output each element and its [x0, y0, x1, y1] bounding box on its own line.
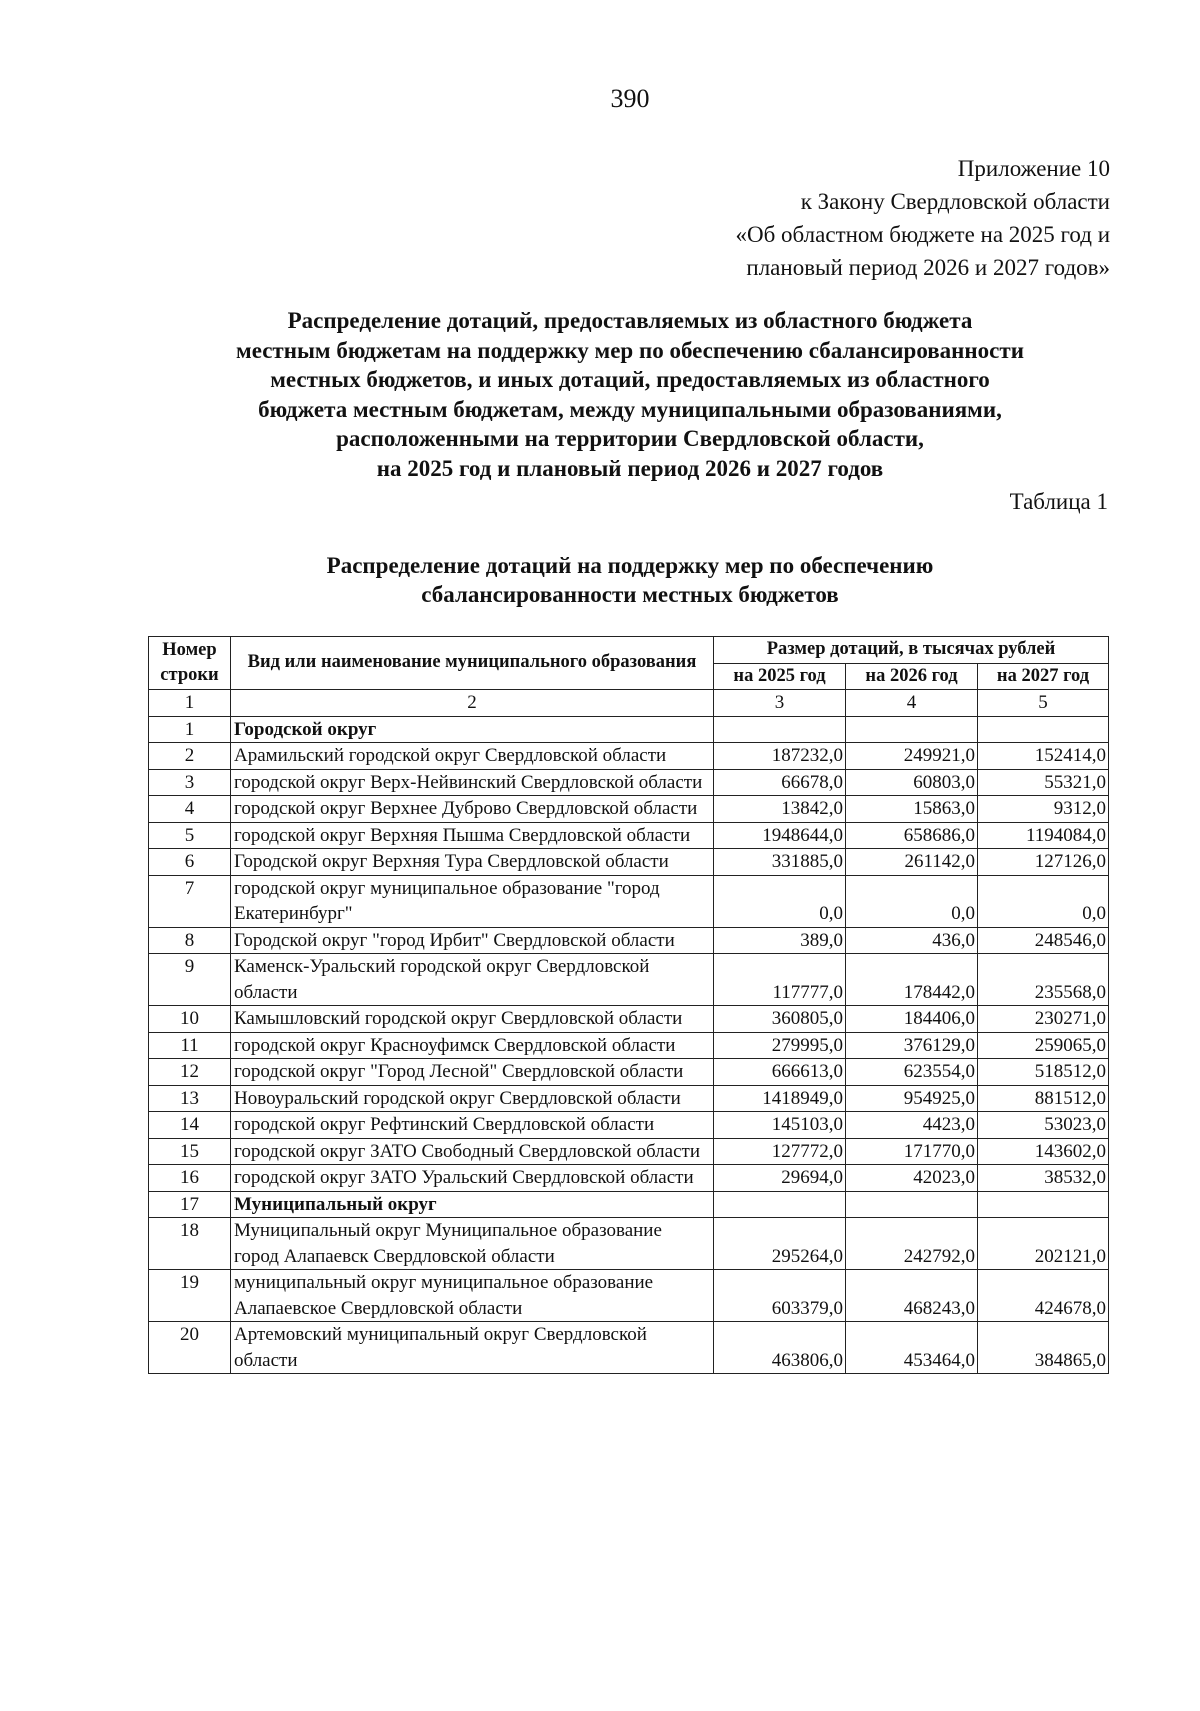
amount-2026: 249921,0: [846, 743, 978, 770]
amount-2025: 187232,0: [714, 743, 846, 770]
row-number: 10: [149, 1006, 231, 1033]
amount-2026: [846, 1191, 978, 1218]
table-row: [149, 1085, 1109, 1112]
municipality-name: городской округ Верхнее Дуброво Свердловской области: [231, 796, 714, 823]
amount-2027: 248546,0: [978, 927, 1109, 954]
row-number: 19: [149, 1270, 231, 1322]
table-row: [149, 1322, 1109, 1374]
title-line: бюджета местным бюджетам, между муниципальными образованиями,: [258, 396, 1002, 422]
column-number: 2: [231, 690, 714, 717]
amount-2025: 463806,0: [714, 1322, 846, 1374]
row-number: 6: [149, 849, 231, 876]
header-row-number: Номер строки: [149, 637, 231, 690]
row-number: 13: [149, 1085, 231, 1112]
amount-2026: 171770,0: [846, 1138, 978, 1165]
amount-2026: 0,0: [846, 875, 978, 927]
amount-2027: [978, 716, 1109, 743]
row-number: 4: [149, 796, 231, 823]
municipality-name: городской округ Верхняя Пышма Свердловской области: [231, 822, 714, 849]
municipality-name: Новоуральский городской округ Свердловской области: [231, 1085, 714, 1112]
header-name: Вид или наименование муниципального образования: [231, 637, 714, 690]
municipality-name: городской округ Рефтинский Свердловской области: [231, 1112, 714, 1139]
amount-2025: 295264,0: [714, 1218, 846, 1270]
municipality-name: муниципальный округ муниципальное образование Алапаевское Свердловской области: [231, 1270, 714, 1322]
amount-2026: 42023,0: [846, 1165, 978, 1192]
amount-2027: 127126,0: [978, 849, 1109, 876]
row-number: 5: [149, 822, 231, 849]
table-row: [149, 1218, 1109, 1270]
amount-2027: 1194084,0: [978, 822, 1109, 849]
amount-2027: 55321,0: [978, 769, 1109, 796]
row-number: 1: [149, 716, 231, 743]
amount-2025: [714, 716, 846, 743]
table-title-line: Распределение дотаций на поддержку мер по обеспечению: [326, 553, 934, 578]
table-body: [149, 716, 1109, 1374]
amount-2026: 4423,0: [846, 1112, 978, 1139]
amount-2026: 60803,0: [846, 769, 978, 796]
appendix-reference: [735, 152, 1110, 284]
row-number: 8: [149, 927, 231, 954]
document-title: [150, 306, 1110, 483]
municipality-name: Городской округ "город Ирбит" Свердловской области: [231, 927, 714, 954]
amount-2027: 202121,0: [978, 1218, 1109, 1270]
amount-2027: 384865,0: [978, 1322, 1109, 1374]
municipality-name: Городской округ Верхняя Тура Свердловской области: [231, 849, 714, 876]
table-row: [149, 769, 1109, 796]
table-row: [149, 1112, 1109, 1139]
column-number: 3: [714, 690, 846, 717]
municipality-name: городской округ ЗАТО Уральский Свердловской области: [231, 1165, 714, 1192]
table-row: [149, 743, 1109, 770]
amount-2027: [978, 1191, 1109, 1218]
amount-2026: 623554,0: [846, 1059, 978, 1086]
row-number: 15: [149, 1138, 231, 1165]
row-number: 16: [149, 1165, 231, 1192]
row-number: 2: [149, 743, 231, 770]
appendix-line: Приложение 10: [957, 156, 1110, 181]
table-row: [149, 954, 1109, 1006]
amount-2026: 658686,0: [846, 822, 978, 849]
row-number: 18: [149, 1218, 231, 1270]
municipality-name: городской округ муниципальное образование "город Екатеринбург": [231, 875, 714, 927]
amount-2026: 453464,0: [846, 1322, 978, 1374]
municipality-name: Арамильский городской округ Свердловской области: [231, 743, 714, 770]
table-row: [149, 822, 1109, 849]
table-row: [149, 927, 1109, 954]
amount-2027: 230271,0: [978, 1006, 1109, 1033]
table-row: [149, 849, 1109, 876]
row-number: 3: [149, 769, 231, 796]
table-row: [149, 1270, 1109, 1322]
table-row: [149, 1138, 1109, 1165]
amount-2027: 0,0: [978, 875, 1109, 927]
municipality-name: городской округ "Город Лесной" Свердловской области: [231, 1059, 714, 1086]
amount-2027: 53023,0: [978, 1112, 1109, 1139]
amount-2025: 1948644,0: [714, 822, 846, 849]
page-number: 390: [610, 84, 650, 113]
row-number: 11: [149, 1032, 231, 1059]
amount-2027: 38532,0: [978, 1165, 1109, 1192]
table-row: [149, 1032, 1109, 1059]
amount-2025: 117777,0: [714, 954, 846, 1006]
header-amount-group: Размер дотаций, в тысячах рублей: [714, 637, 1109, 664]
amount-2026: [846, 716, 978, 743]
amount-2026: 261142,0: [846, 849, 978, 876]
table-section-row: [149, 716, 1109, 743]
amount-2025: 666613,0: [714, 1059, 846, 1086]
title-line: местных бюджетов, и иных дотаций, предоставляемых из областного: [270, 367, 990, 392]
amount-2025: [714, 1191, 846, 1218]
title-line: Распределение дотаций, предоставляемых из областного бюджета: [287, 308, 973, 333]
municipality-name: Камышловский городской округ Свердловской области: [231, 1006, 714, 1033]
amount-2025: 127772,0: [714, 1138, 846, 1165]
table-section-row: [149, 1191, 1109, 1218]
title-line: местным бюджетам на поддержку мер по обеспечению сбалансированности: [236, 337, 1024, 363]
amount-2027: 881512,0: [978, 1085, 1109, 1112]
amount-2025: 13842,0: [714, 796, 846, 823]
amount-2027: 235568,0: [978, 954, 1109, 1006]
table-row: [149, 796, 1109, 823]
subsidies-table: [148, 636, 1109, 1374]
table-title-line: сбалансированности местных бюджетов: [421, 582, 839, 607]
amount-2025: 331885,0: [714, 849, 846, 876]
title-line: на 2025 год и плановый период 2026 и 2027 годов: [376, 455, 884, 481]
column-number: 1: [149, 690, 231, 717]
amount-2025: 360805,0: [714, 1006, 846, 1033]
amount-2027: 143602,0: [978, 1138, 1109, 1165]
municipality-name: городской округ ЗАТО Свободный Свердловской области: [231, 1138, 714, 1165]
amount-2025: 29694,0: [714, 1165, 846, 1192]
column-number: 4: [846, 690, 978, 717]
municipality-name: Городской округ: [231, 716, 714, 743]
header-year-2026: на 2026 год: [846, 663, 978, 690]
amount-2026: 468243,0: [846, 1270, 978, 1322]
table-title: [150, 551, 1110, 609]
amount-2025: 0,0: [714, 875, 846, 927]
municipality-name: Каменск-Уральский городской округ Свердловской области: [231, 954, 714, 1006]
row-number: 12: [149, 1059, 231, 1086]
title-line: расположенными на территории Свердловской области,: [336, 426, 924, 451]
amount-2026: 436,0: [846, 927, 978, 954]
table-row: [149, 1165, 1109, 1192]
table-label: Таблица 1: [1009, 489, 1108, 514]
amount-2025: 389,0: [714, 927, 846, 954]
amount-2027: 518512,0: [978, 1059, 1109, 1086]
row-number: 17: [149, 1191, 231, 1218]
amount-2027: 424678,0: [978, 1270, 1109, 1322]
column-number: 5: [978, 690, 1109, 717]
table-row: [149, 1059, 1109, 1086]
table-row: [149, 875, 1109, 927]
header-year-2027: на 2027 год: [978, 663, 1109, 690]
amount-2026: 242792,0: [846, 1218, 978, 1270]
row-number: 9: [149, 954, 231, 1006]
amount-2027: 259065,0: [978, 1032, 1109, 1059]
municipality-name: Муниципальный округ: [231, 1191, 714, 1218]
municipality-name: городской округ Красноуфимск Свердловской области: [231, 1032, 714, 1059]
column-numbers-row: [149, 690, 1109, 717]
amount-2025: 1418949,0: [714, 1085, 846, 1112]
amount-2026: 376129,0: [846, 1032, 978, 1059]
municipality-name: Артемовский муниципальный округ Свердловской области: [231, 1322, 714, 1374]
amount-2025: 145103,0: [714, 1112, 846, 1139]
amount-2026: 184406,0: [846, 1006, 978, 1033]
amount-2025: 279995,0: [714, 1032, 846, 1059]
row-number: 14: [149, 1112, 231, 1139]
row-number: 20: [149, 1322, 231, 1374]
appendix-line: плановый период 2026 и 2027 годов»: [746, 255, 1110, 280]
amount-2026: 178442,0: [846, 954, 978, 1006]
amount-2026: 15863,0: [846, 796, 978, 823]
amount-2027: 152414,0: [978, 743, 1109, 770]
amount-2025: 66678,0: [714, 769, 846, 796]
municipality-name: городской округ Верх-Нейвинский Свердловской области: [231, 769, 714, 796]
amount-2026: 954925,0: [846, 1085, 978, 1112]
amount-2027: 9312,0: [978, 796, 1109, 823]
amount-2025: 603379,0: [714, 1270, 846, 1322]
appendix-line: «Об областном бюджете на 2025 год и: [735, 222, 1110, 247]
row-number: 7: [149, 875, 231, 927]
appendix-line: к Закону Свердловской области: [800, 189, 1110, 214]
municipality-name: Муниципальный округ Муниципальное образование город Алапаевск Свердловской области: [231, 1218, 714, 1270]
table-row: [149, 1006, 1109, 1033]
header-year-2025: на 2025 год: [714, 663, 846, 690]
